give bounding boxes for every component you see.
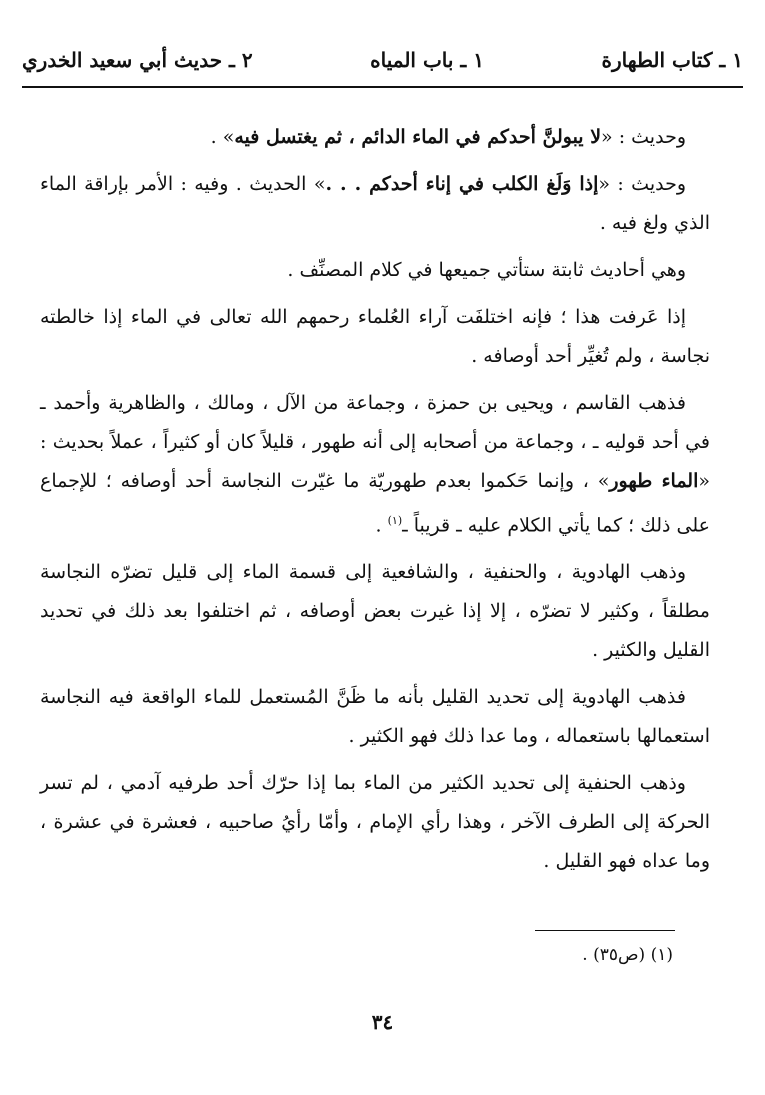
running-header — [22, 40, 743, 80]
paragraph-2 — [40, 165, 710, 243]
paragraph-1 — [40, 118, 710, 157]
body-text — [40, 118, 710, 889]
paragraph-text: فذهب القاسم ، ويحيى بن حمزة ، وجماعة من الآل ، ومالك ، والظاهرية وأحمد ـ في أحد قوليه ـ ، وجماعة من أصحابه إلى أنه طهور ، قليلاً كان أو كثيراً ، عملاً بحديث : « — [40, 392, 711, 492]
paragraph-7: فذهب الهادوية إلى تحديد القليل بأنه ما ظَنَّ المُستعمل للماء الواقعة فيه النجاسة استعمالها باستعماله ، وما عدا ذلك فهو الكثير . — [40, 686, 710, 748]
paragraph-text: وحديث : « — [601, 126, 686, 148]
footnote: (١) (ص٣٥) . — [582, 945, 673, 965]
header-book-title: ١ ـ كتاب الطهارة — [601, 48, 743, 72]
header-divider — [22, 86, 743, 88]
paragraph-text: » . — [210, 126, 235, 148]
hadith-quote: إذا وَلَغ الكلب في إناء أحدكم . . . — [325, 173, 599, 195]
paragraph-3: وهي أحاديث ثابتة ستأتي جميعها في كلام المصنِّف . — [287, 259, 686, 281]
paragraph-8: وذهب الحنفية إلى تحديد الكثير من الماء بما إذا حرّك أحد طرفيه آدمي ، لم تسر الحركة إلى الطرف الآخر ، وهذا رأي الإمام ، وأمّا رأيُ صاحبيه ، فعشرة في عشرة ، وما عداه فهو القليل . — [40, 772, 710, 873]
paragraph-6: وذهب الهادوية ، والحنفية ، والشافعية إلى قسمة الماء إلى قليل تضرّه النجاسة مطلقاً ، وكثير لا تضرّه ، إلا إذا غيرت بعض أوصافه ، ثم اختلفوا بعد ذلك في تحديد القليل والكثير . — [40, 561, 710, 662]
footnote-divider — [535, 930, 675, 931]
paragraph-5 — [40, 384, 710, 545]
footnote-marker: (١) — [387, 514, 403, 527]
paragraph-4: إذا عَرفت هذا ؛ فإنه اختلفَت آراء العُلماء رحمهم الله تعالى في الماء إذا خالطته نجاسة ، ولم تُغيِّر أحد أوصافه . — [40, 306, 710, 367]
hadith-quote: الماء طهور — [609, 470, 699, 492]
hadith-quote: لا يبولنَّ أحدكم في الماء الدائم ، ثم يغتسل فيه — [234, 126, 602, 148]
paragraph-text: وحديث : « — [598, 173, 686, 195]
header-chapter-title: ١ ـ باب المياه — [370, 48, 484, 72]
page-number: ٣٤ — [371, 1010, 394, 1034]
paragraph-text: » الحديث . وفيه : الأمر بإراقة الماء الذي ولغ فيه . — [40, 173, 710, 234]
paragraph-text: » ، وإنما حَكموا بعدم طهوريّة ما غيّرت النجاسة أحد أوصافه ؛ للإجماع على ذلك ؛ كما يأتي الكلام عليه ـ قريباً ـ — [40, 470, 710, 537]
paragraph-text: . — [375, 514, 388, 537]
header-hadith-title: ٢ ـ حديث أبي سعيد الخدري — [22, 48, 253, 72]
